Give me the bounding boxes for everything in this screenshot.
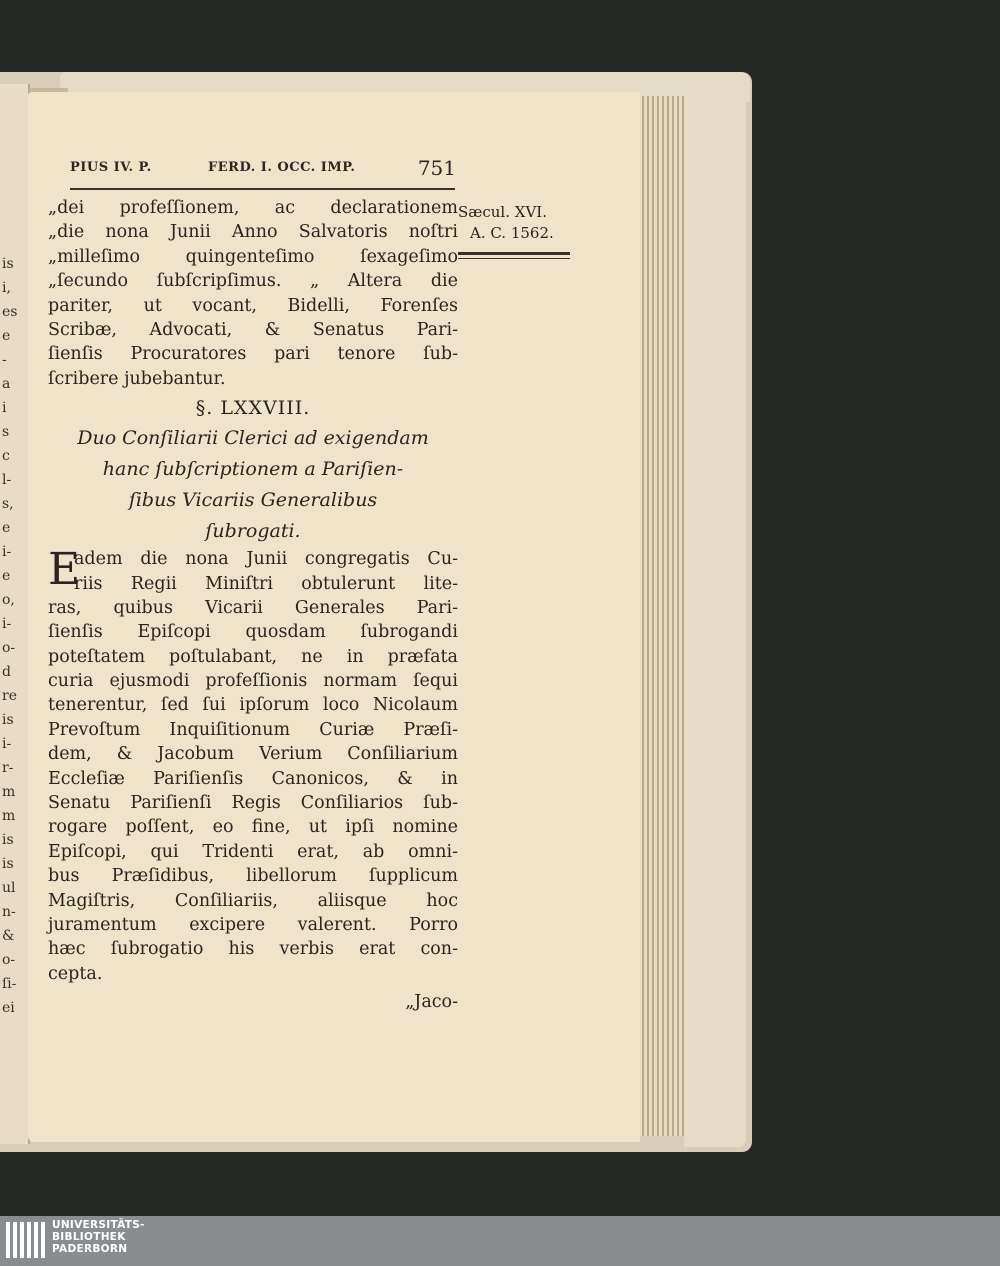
margin-rule-thin <box>458 258 570 259</box>
catchword: „Jaco- <box>405 992 458 1013</box>
left-fragment-15: o, <box>2 592 15 608</box>
footer-band <box>0 1216 1000 1266</box>
library-name-line3: PADERBORN <box>52 1243 128 1255</box>
left-fragment-26: is <box>2 856 14 872</box>
left-fragment-23: m <box>2 784 16 800</box>
text-line-5: pariter, ut vocant, Bidelli, Forenſes <box>48 295 458 316</box>
section-number: §. LXXVIII. <box>195 397 311 420</box>
page-stack-edge <box>636 96 687 1136</box>
section-title-line-1: Duo Conſiliarii Clerici ad exigendam <box>77 427 429 450</box>
left-fragment-3: es <box>2 304 18 320</box>
main-text <box>48 196 458 1015</box>
text-line-2: „die nona Junii Anno Salvatoris noſtri <box>48 222 458 243</box>
text-line-4: „ſecundo ſubſcripſimus. „ Altera die <box>48 271 458 292</box>
paragraph-line-18: cepta. <box>48 963 103 984</box>
book-cover-right <box>684 92 746 1147</box>
paragraph-line-7: tenerentur, ſed ſui ipſorum loco Nicolaum <box>48 695 458 716</box>
left-fragment-29: & <box>2 928 15 944</box>
paragraph-lines <box>48 544 458 986</box>
left-page-text-fragments <box>2 254 26 1134</box>
text-line-1: „dei profeſſionem, ac declarationem <box>48 198 458 218</box>
paragraph-line-10: Eccleſiæ Pariſienſis Canonicos, & in <box>48 768 458 789</box>
left-fragment-9: c <box>2 448 10 464</box>
left-fragment-27: ul <box>2 880 16 896</box>
paragraph <box>48 544 458 986</box>
drop-cap: E <box>48 544 81 596</box>
running-head-left: PIUS IV. P. <box>70 160 152 175</box>
margin-note-century: Sæcul. XVI. <box>458 203 547 221</box>
left-fragment-2: i, <box>2 280 11 296</box>
left-fragment-24: m <box>2 808 16 824</box>
left-fragment-18: d <box>2 664 11 680</box>
left-fragment-25: is <box>2 832 14 848</box>
paragraph-line-4: ſienſis Epiſcopi quosdam ſubrogandi <box>48 622 458 643</box>
paragraph-line-12: rogare poſſent, eo fine, ut ipſi nomine <box>48 817 458 838</box>
section-title-line-2: hanc ſubſcriptionem a Pariſien- <box>102 458 404 481</box>
paragraph-line-5: poteſtatem poſtulabant, ne in præfata <box>48 646 458 667</box>
page-number: 751 <box>417 156 456 180</box>
paragraph-line-1: adem die nona Junii congregatis Cu- <box>74 549 458 570</box>
left-fragment-22: r- <box>2 760 14 776</box>
left-fragment-13: i- <box>2 544 12 560</box>
margin-note-year: A. C. 1562. <box>470 224 554 242</box>
left-fragment-12: e <box>2 520 11 536</box>
text-line-8: ſcribere jubebantur. <box>48 368 226 389</box>
section-title <box>48 423 458 547</box>
left-fragment-14: e <box>2 568 11 584</box>
left-fragment-11: s, <box>2 496 14 512</box>
text-continuation <box>48 196 458 391</box>
left-fragment-20: is <box>2 712 14 728</box>
section-title-line-3: ſibus Vicariis Generalibus <box>128 489 378 512</box>
left-page-edge <box>0 84 30 1144</box>
header-rule <box>70 188 455 190</box>
left-fragment-32: ei <box>2 1000 15 1016</box>
section-title-line-4: ſubrogati. <box>205 520 301 543</box>
paragraph-line-15: Magiſtris, Conſiliariis, aliisque hoc <box>48 890 458 911</box>
paragraph-line-11: Senatu Pariſienſi Regis Conſiliarios ſub- <box>48 793 458 814</box>
margin-rule-thick <box>458 252 570 255</box>
left-fragment-31: ſi- <box>2 976 17 992</box>
library-name <box>52 1219 145 1255</box>
left-fragment-6: a <box>2 376 11 392</box>
page-header <box>70 156 460 186</box>
text-line-6: Scribæ, Advocati, & Senatus Pari- <box>48 319 458 340</box>
left-fragment-7: i <box>2 400 7 416</box>
paragraph-line-2: riis Regii Miniſtri obtulerunt lite- <box>74 573 458 594</box>
paragraph-line-16: juramentum excipere valerent. Porro <box>48 914 458 935</box>
left-fragment-1: is <box>2 256 14 272</box>
paragraph-line-17: hæc ſubrogatio his verbis erat con- <box>48 939 458 960</box>
paragraph-line-14: bus Præſidibus, libellorum ſupplicum <box>48 866 458 887</box>
left-fragment-19: re <box>2 688 17 704</box>
left-fragment-5: - <box>2 352 7 368</box>
paragraph-line-8: Prevoſtum Inquiſitionum Curiæ Præſi- <box>48 719 458 740</box>
paragraph-line-9: dem, & Jacobum Verium Conſiliarium <box>48 744 458 765</box>
margin-note <box>458 202 576 259</box>
library-name-line1: UNIVERSITÄTS- <box>52 1219 145 1231</box>
left-fragment-8: s <box>2 424 10 440</box>
left-fragment-21: i- <box>2 736 12 752</box>
running-head-center: FERD. I. OCC. IMP. <box>208 160 356 175</box>
left-fragment-30: o- <box>2 952 16 968</box>
text-line-7: ſienſis Procuratores pari tenore ſub- <box>48 344 458 365</box>
left-fragment-17: o- <box>2 640 16 656</box>
left-fragment-4: e <box>2 328 11 344</box>
paragraph-line-13: Epiſcopi, qui Tridenti erat, ab omni- <box>48 841 458 862</box>
left-fragment-16: i- <box>2 616 12 632</box>
left-fragment-28: n- <box>2 904 16 920</box>
text-line-3: „milleſimo quingenteſimo ſexageſimo <box>48 246 458 267</box>
paragraph-line-3: ras, quibus Vicarii Generales Pari- <box>48 597 458 618</box>
library-name-line2: BIBLIOTHEK <box>52 1231 126 1243</box>
left-fragment-10: l- <box>2 472 12 488</box>
library-logo-icon <box>6 1222 46 1258</box>
paragraph-line-6: curia ejusmodi profeſſionis normam ſequi <box>48 671 458 692</box>
